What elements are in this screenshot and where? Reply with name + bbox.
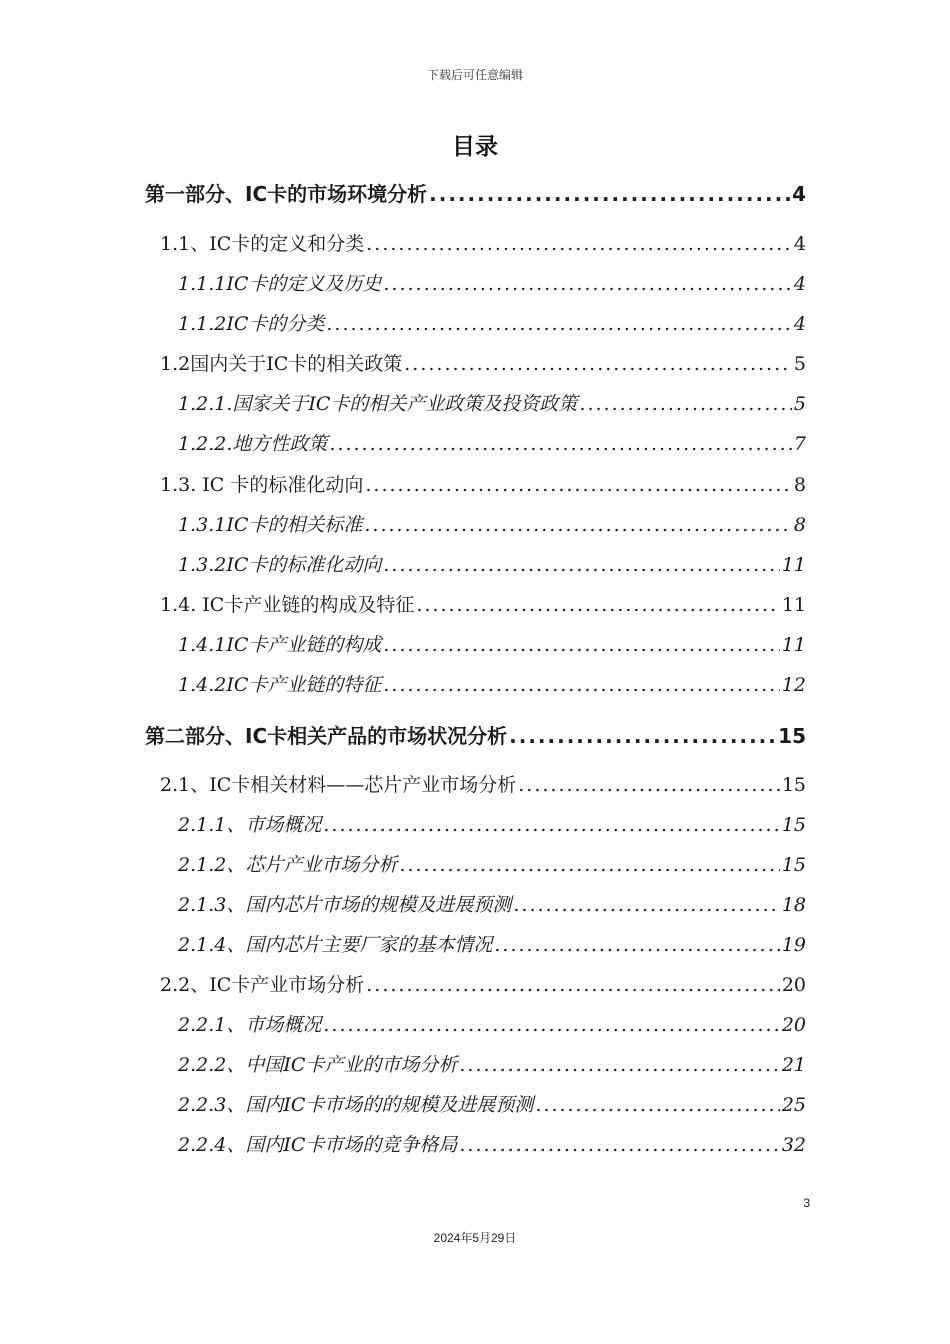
toc-entry-label: 2.1、IC卡相关材料——芯片产业市场分析 bbox=[160, 774, 517, 796]
toc-entry-level-3[interactable] bbox=[178, 429, 806, 456]
toc-entry-label: 2.1.1、市场概况 bbox=[178, 814, 322, 836]
toc-leader-dots bbox=[364, 514, 792, 536]
toc-leader-dots bbox=[399, 854, 779, 876]
toc-leader-dots bbox=[513, 894, 779, 916]
toc-entry-level-2[interactable] bbox=[160, 229, 806, 256]
toc-entry-level-3[interactable] bbox=[178, 850, 806, 877]
toc-entry-level-3[interactable] bbox=[178, 1050, 806, 1077]
toc-entry-label: 2.2.2、中国IC卡产业的市场分析 bbox=[178, 1054, 458, 1076]
toc-entry-label: 1.3.1IC卡的相关标准 bbox=[178, 514, 363, 536]
toc-entry-page-number: 18 bbox=[781, 894, 806, 916]
toc-entry-page-number: 5 bbox=[793, 393, 806, 415]
toc-entry-level-1[interactable] bbox=[145, 178, 806, 207]
toc-leader-dots bbox=[366, 974, 780, 996]
toc-leader-dots bbox=[383, 554, 779, 576]
toc-entry-label: 1.2国内关于IC卡的相关政策 bbox=[160, 353, 403, 375]
toc-leader-dots bbox=[323, 1014, 779, 1036]
toc-leader-dots bbox=[329, 433, 792, 455]
toc-entry-page-number: 15 bbox=[778, 724, 806, 748]
toc-entry-label: 2.1.4、国内芯片主要厂家的基本情况 bbox=[178, 934, 493, 956]
toc-entry-page-number: 4 bbox=[793, 233, 806, 255]
toc-entry-level-3[interactable] bbox=[178, 510, 806, 537]
toc-entry-label: 1.3. IC 卡的标准化动向 bbox=[160, 474, 364, 496]
toc-leader-dots bbox=[518, 774, 780, 796]
toc-entry-level-2[interactable] bbox=[160, 970, 806, 997]
toc-entry-label: 2.2、IC卡产业市场分析 bbox=[160, 974, 365, 996]
toc-entry-label: 1.3.2IC卡的标准化动向 bbox=[178, 554, 382, 576]
toc-entry-page-number: 4 bbox=[793, 273, 806, 295]
toc-entry-page-number: 4 bbox=[793, 313, 806, 335]
toc-leader-dots bbox=[323, 814, 779, 836]
toc-entry-label: 2.2.3、国内IC卡市场的的规模及进展预测 bbox=[178, 1094, 534, 1116]
toc-title: 目录 bbox=[452, 134, 498, 160]
toc-leader-dots bbox=[579, 393, 791, 415]
toc-entry-level-3[interactable] bbox=[178, 670, 806, 697]
toc-entry-page-number: 21 bbox=[781, 1054, 806, 1076]
toc-entry-level-3[interactable] bbox=[178, 1090, 806, 1117]
toc-entry-page-number: 11 bbox=[781, 634, 806, 656]
toc-entry-label: 1.4. IC卡产业链的构成及特征 bbox=[160, 594, 415, 616]
toc-entry-page-number: 15 bbox=[781, 814, 806, 836]
toc-leader-dots bbox=[365, 474, 792, 496]
toc-entry-level-3[interactable] bbox=[178, 389, 806, 416]
toc-leader-dots bbox=[404, 353, 792, 375]
toc-entry-level-3[interactable] bbox=[178, 930, 806, 957]
toc-leader-dots bbox=[383, 674, 779, 696]
toc-entry-page-number: 12 bbox=[781, 674, 806, 696]
toc-entry-page-number: 19 bbox=[781, 934, 806, 956]
toc-leader-dots bbox=[459, 1134, 779, 1156]
toc-entry-page-number: 8 bbox=[793, 474, 806, 496]
toc-entry-label: 2.1.3、国内芯片市场的规模及进展预测 bbox=[178, 894, 512, 916]
toc-entry-level-3[interactable] bbox=[178, 269, 806, 296]
toc-entry-label: 1.1.2IC卡的分类 bbox=[178, 313, 325, 335]
toc-entry-page-number: 15 bbox=[781, 774, 806, 796]
toc-entry-level-3[interactable] bbox=[178, 630, 806, 657]
toc-entry-page-number: 8 bbox=[793, 514, 806, 536]
toc-leader-dots bbox=[509, 724, 776, 748]
toc-entry-label: 1.1、IC卡的定义和分类 bbox=[160, 233, 365, 255]
footer-date: 2024年5月29日 bbox=[433, 1231, 517, 1245]
toc-leader-dots bbox=[383, 273, 792, 295]
toc-entry-label: 2.2.4、国内IC卡市场的竞争格局 bbox=[178, 1134, 458, 1156]
toc-leader-dots bbox=[416, 594, 779, 616]
toc-entry-label: 2.2.1、市场概况 bbox=[178, 1014, 322, 1036]
toc-entry-label: 2.1.2、芯片产业市场分析 bbox=[178, 854, 398, 876]
toc-entry-page-number: 4 bbox=[792, 182, 806, 206]
toc-entry-label: 1.2.2.地方性政策 bbox=[178, 433, 328, 455]
toc-leader-dots bbox=[326, 313, 792, 335]
toc-entry-level-2[interactable] bbox=[160, 349, 806, 376]
toc-leader-dots bbox=[383, 634, 779, 656]
page-number: 3 bbox=[803, 1196, 810, 1210]
toc-entry-page-number: 11 bbox=[781, 554, 806, 576]
toc-entry-label: 1.4.1IC卡产业链的构成 bbox=[178, 634, 382, 656]
toc-entry-level-3[interactable] bbox=[178, 309, 806, 336]
toc-entry-level-3[interactable] bbox=[178, 1010, 806, 1037]
toc-entry-page-number: 7 bbox=[793, 433, 806, 455]
toc-leader-dots bbox=[429, 182, 790, 206]
toc-entry-level-3[interactable] bbox=[178, 810, 806, 837]
toc-entry-level-2[interactable] bbox=[160, 590, 806, 617]
toc-entry-page-number: 20 bbox=[781, 974, 806, 996]
toc-entry-level-2[interactable] bbox=[160, 770, 806, 797]
toc-entry-level-2[interactable] bbox=[160, 470, 806, 497]
toc-entry-level-1[interactable] bbox=[145, 720, 806, 749]
toc-entry-level-3[interactable] bbox=[178, 890, 806, 917]
toc-entry-page-number: 15 bbox=[781, 854, 806, 876]
toc-leader-dots bbox=[459, 1054, 779, 1076]
toc-entry-level-3[interactable] bbox=[178, 550, 806, 577]
toc-leader-dots bbox=[535, 1094, 779, 1116]
toc-entry-level-3[interactable] bbox=[178, 1130, 806, 1157]
toc-entry-label: 1.1.1IC卡的定义及历史 bbox=[178, 273, 382, 295]
toc-entry-page-number: 32 bbox=[781, 1134, 806, 1156]
toc-entry-label: 第二部分、IC卡相关产品的市场状况分析 bbox=[145, 724, 508, 748]
header-note: 下载后可任意编辑 bbox=[426, 68, 523, 82]
toc-entry-label: 1.4.2IC卡产业链的特征 bbox=[178, 674, 382, 696]
toc-entry-page-number: 5 bbox=[793, 353, 806, 375]
toc-leader-dots bbox=[494, 934, 779, 956]
toc-entry-page-number: 20 bbox=[781, 1014, 806, 1036]
toc-entry-page-number: 11 bbox=[781, 594, 806, 616]
toc-entry-label: 1.2.1.国家关于IC卡的相关产业政策及投资政策 bbox=[178, 393, 578, 415]
toc-leader-dots bbox=[366, 233, 792, 255]
toc-entry-label: 第一部分、IC卡的市场环境分析 bbox=[145, 182, 428, 206]
toc-entry-page-number: 25 bbox=[781, 1094, 806, 1116]
